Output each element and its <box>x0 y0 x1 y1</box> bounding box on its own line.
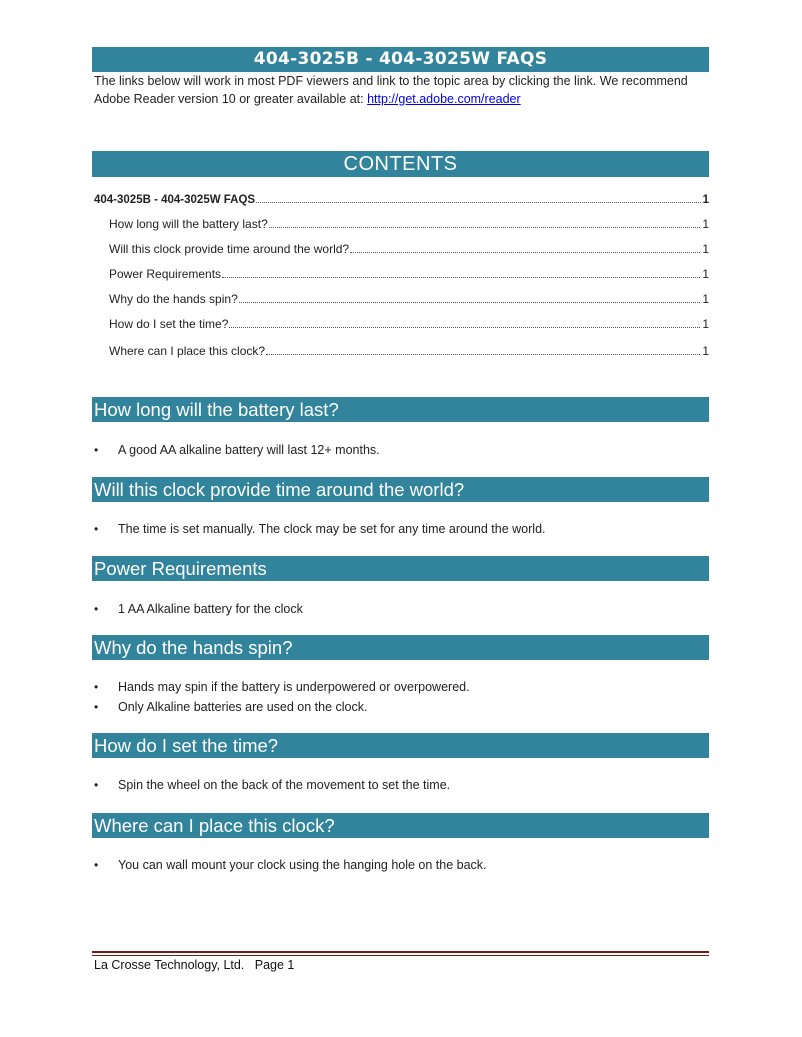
toc-entry-power[interactable] <box>109 265 709 281</box>
toc-entry-label: How do I set the time? <box>109 317 229 331</box>
toc-entry-title[interactable] <box>94 190 709 206</box>
toc-entry-battery[interactable] <box>109 215 709 231</box>
section-heading-power: Power Requirements <box>92 556 709 581</box>
toc-entry-label: 404-3025B - 404-3025W FAQS <box>94 194 256 206</box>
section-heading-hands-spin: Why do the hands spin? <box>92 635 709 660</box>
toc-leader-dots <box>239 301 701 303</box>
toc-leader-dots <box>256 201 701 203</box>
contents-heading: CONTENTS <box>92 151 709 177</box>
toc-entry-placement[interactable] <box>109 342 709 358</box>
list-item <box>94 698 709 716</box>
toc-entry-label: How long will the battery last? <box>109 217 268 231</box>
toc-entry-page: 1 <box>702 292 709 306</box>
toc-entry-label: Why do the hands spin? <box>109 292 238 306</box>
intro-text: The links below will work in most PDF viewers and link to the topic area by clicking the link. We recommend Adobe Reader version 10 or greater available at: <box>94 74 688 106</box>
section-heading-set-time: How do I set the time? <box>92 733 709 758</box>
toc-entry-hands-spin[interactable] <box>109 290 709 306</box>
toc-leader-dots <box>269 226 701 228</box>
list-item <box>94 776 709 794</box>
toc-entry-label: Where can I place this clock? <box>109 344 266 358</box>
toc-leader-dots <box>266 353 700 355</box>
bullet-text: The time is set manually. The clock may be set for any time around the world. <box>118 522 546 536</box>
bullet-icon: • <box>94 443 99 457</box>
list-item <box>94 856 709 874</box>
toc-entry-world-time[interactable] <box>109 240 709 256</box>
bullet-icon: • <box>94 680 99 694</box>
bullet-icon: • <box>94 858 99 872</box>
footer-divider <box>92 951 709 953</box>
toc-leader-dots <box>350 251 700 253</box>
adobe-reader-link[interactable]: http://get.adobe.com/reader <box>367 92 521 106</box>
toc-entry-label: Will this clock provide time around the world? <box>109 242 350 256</box>
bullet-text: A good AA alkaline battery will last 12+ months. <box>118 443 380 457</box>
page-footer: La Crosse Technology, Ltd. Page 1 <box>94 958 295 972</box>
list-item <box>94 520 709 538</box>
bullet-text: Hands may spin if the battery is underpowered or overpowered. <box>118 680 470 694</box>
document-title: 404-3025B - 404-3025W FAQS <box>92 47 709 72</box>
bullet-icon: • <box>94 778 99 792</box>
bullet-text: You can wall mount your clock using the hanging hole on the back. <box>118 858 487 872</box>
list-item <box>94 441 709 459</box>
toc-entry-page: 1 <box>702 317 709 331</box>
section-heading-battery: How long will the battery last? <box>92 397 709 422</box>
toc-entry-label: Power Requirements <box>109 267 222 281</box>
toc-entry-page: 1 <box>702 242 709 256</box>
bullet-icon: • <box>94 602 99 616</box>
toc-leader-dots <box>222 276 700 278</box>
toc-entry-page: 1 <box>702 267 709 281</box>
toc-entry-set-time[interactable] <box>109 315 709 331</box>
intro-paragraph <box>94 72 709 108</box>
bullet-text: 1 AA Alkaline battery for the clock <box>118 602 303 616</box>
list-item <box>94 678 709 696</box>
footer-divider-thin <box>92 955 709 956</box>
bullet-icon: • <box>94 522 99 536</box>
bullet-icon: • <box>94 700 99 714</box>
toc-entry-page: 1 <box>702 217 709 231</box>
toc-entry-page: 1 <box>702 344 709 358</box>
toc-leader-dots <box>229 326 700 328</box>
bullet-text: Spin the wheel on the back of the movement to set the time. <box>118 778 451 792</box>
section-heading-placement: Where can I place this clock? <box>92 813 709 838</box>
toc-entry-page: 1 <box>702 194 709 206</box>
section-heading-world-time: Will this clock provide time around the world? <box>92 477 709 502</box>
list-item <box>94 600 709 618</box>
bullet-text: Only Alkaline batteries are used on the clock. <box>118 700 368 714</box>
